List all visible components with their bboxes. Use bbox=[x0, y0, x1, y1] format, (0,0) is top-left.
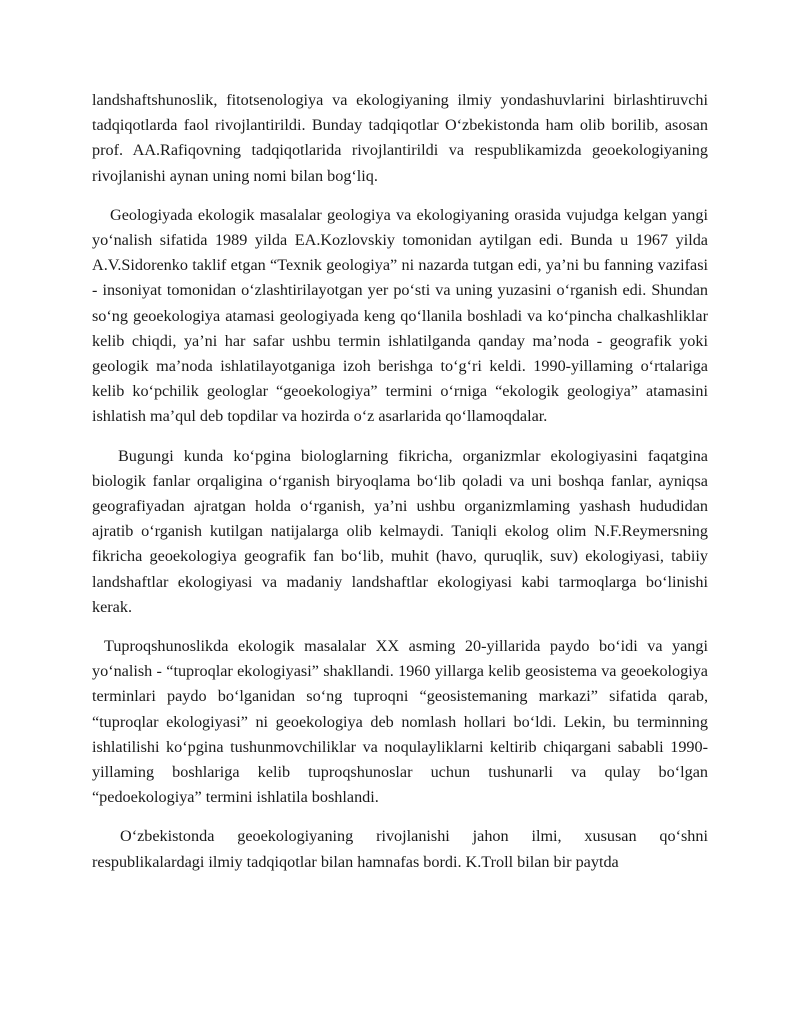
paragraph-geologiya: Geologiyada ekologik masalalar geologiya va ekologiyaning orasida vujudga kelgan yangi yo‘nalish sifatida 1989 yilda EA.Kozlovskiy tomonidan aytilgan edi. Bunda u 1967 yilda A.V.Sidorenko taklif etgan “Texnik geologiya” ni nazarda tutgan edi, ya’ni bu fanning vazifasi - insoniyat tomonidan o‘zlashtirilayotgan yer po‘sti va uning yuzasini o‘rganish edi. Shundan so‘ng geoekologiya atamasi geologiyada keng qo‘llanila boshladi va ko‘pincha chalkashliklar kelib chiqdi, ya’ni har safar ushbu termin ishlatilganda qanday ma’noda - geografik yoki geologik ma’noda ishlatilayotganiga izoh berishga to‘g‘ri keldi. 1990-yillaming o‘rtalariga kelib ko‘pchilik geologlar “geoekologiya” termini o‘rniga “ekologik geologiya” atamasini ishlatish ma’qul deb topdilar va hozirda o‘z asarlarida qo‘llamoqdalar. bbox=[92, 205, 708, 426]
paragraph-ozbekiston: O‘zbekistonda geoekologiyaning rivojlanishi jahon ilmi, xususan qo‘shni respublikalardagi ilmiy tadqiqotlar bilan hamnafas bordi. K.Troll bilan bir paytda bbox=[92, 827, 708, 871]
document-page bbox=[92, 88, 708, 889]
paragraph-landshaftshunoslik: landshaftshunoslik, fitotsenologiya va ekologiyaning ilmiy yondashuvlarini birlashtiruvchi tadqiqotlarda faol rivojlantirildi. Bunday tadqiqotlar O‘zbekistonda ham olib borilib, asosan prof. AA.Rafiqovning tadqiqotlarida rivojlantirildi va respublikamizda geoekologiyaning rivojlanishi aynan uning nomi bilan bog‘liq. bbox=[92, 91, 708, 185]
paragraph-tuproqshunoslik: Tuproqshunoslikda ekologik masalalar XX asming 20-yillarida paydo bo‘idi va yangi yo‘nalish - “tuproqlar ekologiyasi” shakllandi. 1960 yillarga kelib geosistema va geoekologiya terminlari paydo bo‘lganidan so‘ng tuproqni “geosistemaning markazi” sifatida qarab, “tuproqlar ekologiyasi” ni geoekologiya deb nomlash hollari bo‘ldi. Lekin, bu terminning ishlatilishi ko‘pgina tushunmovchiliklar va noqulayliklarni keltirib chiqargani sababli 1990-yillaming boshlariga kelib tuproqshunoslar uchun tushunarli va qulay bo‘lgan “pedoekologiya” termini ishlatila boshlandi. bbox=[92, 637, 708, 807]
paragraph-biologiya: Bugungi kunda ko‘pgina biologlarning fikricha, organizmlar ekologiyasini faqatgina biologik fanlar orqaligina o‘rganish biryoqlama bo‘lib qoladi va uni boshqa fanlar, ayniqsa geografiyadan ajratgan holda o‘rganish, ya’ni ushbu organizmlaming yashash hududidan ajratib o‘rganish kutilgan natijalarga olib kelmaydi. Taniqli ekolog olim N.F.Reymersning fikricha geoekologiya geografik fan bo‘lib, muhit (havo, quruqlik, suv) ekologiyasi, tabiiy landshaftlar ekologiyasi va madaniy landshaftlar ekologiyasi kabi tarmoqlarga bo‘linishi kerak. bbox=[92, 446, 708, 616]
